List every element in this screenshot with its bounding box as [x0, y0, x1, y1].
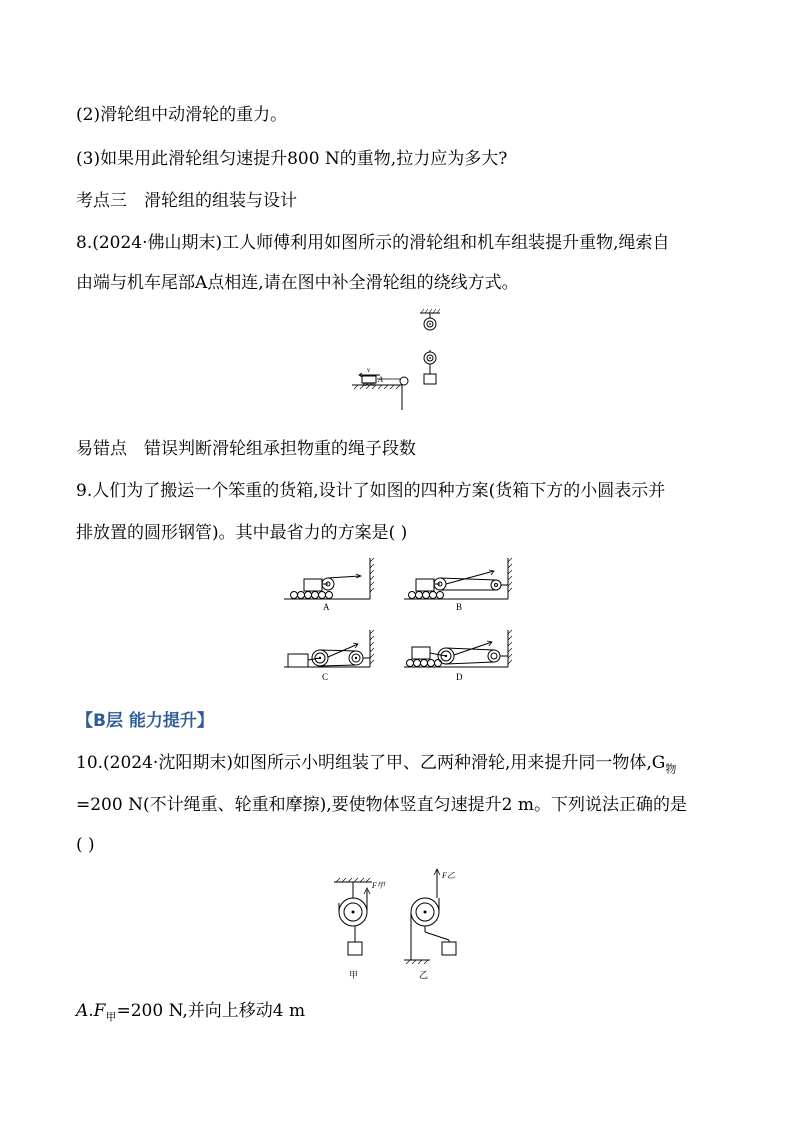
q9-label-d: D — [456, 672, 463, 682]
q8-pulley-figure — [340, 308, 460, 412]
q10-force-jia-label: F甲 — [372, 881, 385, 890]
q10-line3: ( ) — [76, 835, 95, 855]
q10-pulleys-figure — [330, 866, 470, 984]
q10-option-a: $A.F_甲=200$ N,并向上移动4 m — [76, 1001, 306, 1024]
q9-scheme-c — [284, 630, 374, 682]
section-b-heading: 【B层 能力提升】 — [76, 711, 214, 731]
q10-line1: 10.(2024·沈阳期末)如图所示小明组装了甲、乙两种滑轮,用来提升同一物体$,G_物$ — [76, 753, 677, 776]
q9-line2: 排放置的圆形钢管)。其中最省力的方案是( ) — [76, 523, 408, 543]
q7-part2: (2)滑轮组中动滑轮的重力。 — [76, 105, 288, 125]
q8-point-a-label: A — [378, 375, 383, 384]
q10-label-jia: 甲 — [349, 970, 359, 980]
q8-velocity-label: v — [367, 366, 371, 374]
q10-label-yi: 乙 — [419, 970, 429, 980]
q9-scheme-a — [284, 558, 374, 612]
q8-line1: 8.(2024·佛山期末)工人师傅利用如图所示的滑轮组和机车组装提升重物,绳索自 — [76, 233, 670, 253]
q9-four-schemes-figure — [282, 556, 514, 688]
q9-label-b: B — [456, 602, 463, 612]
q9-scheme-b — [404, 558, 512, 612]
topic-heading-3: 考点三 滑轮组的组装与设计 — [76, 191, 297, 211]
q10-g-subscript: 物 — [665, 762, 677, 776]
q10-force-yi-label: F乙 — [442, 871, 455, 880]
error-point-heading: 易错点 错误判断滑轮组承担物重的绳子段数 — [76, 439, 416, 459]
q7-part3: (3)如果用此滑轮组匀速提升800 N的重物,拉力应为多大? — [76, 149, 508, 169]
q10-line2: =200 N(不计绳重、轮重和摩擦),要使物体竖直匀速提升2 m。下列说法正确的是 — [76, 795, 687, 815]
q9-scheme-d — [404, 630, 512, 682]
q9-label-c: C — [322, 672, 329, 682]
q8-line2: 由端与机车尾部A点相连,请在图中补全滑轮组的绕线方式。 — [76, 273, 519, 293]
q9-label-a: A — [323, 602, 330, 612]
q9-line1: 9.人们为了搬运一个笨重的货箱,设计了如图的四种方案(货箱下方的小圆表示并 — [76, 481, 666, 501]
